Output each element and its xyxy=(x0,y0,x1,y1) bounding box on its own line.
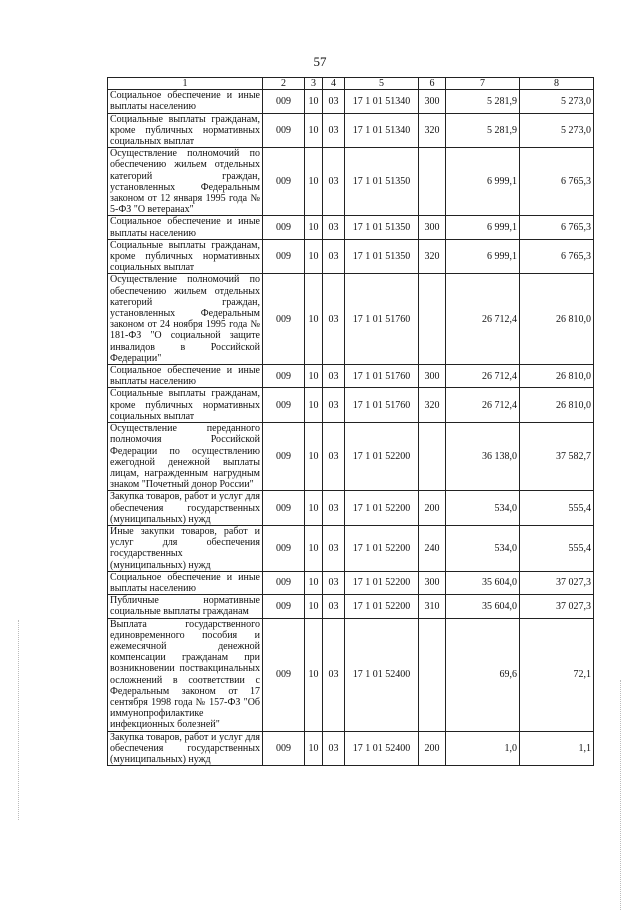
row-section-code: 10 xyxy=(305,274,323,365)
row-description: Закупка товаров, работ и услуг для обеспечения государственных (муниципальных) нужд xyxy=(108,491,263,526)
row-expense-type: 320 xyxy=(419,388,446,423)
row-section-code: 10 xyxy=(305,113,323,148)
row-description: Публичные нормативные социальные выплаты гражданам xyxy=(108,595,263,618)
row-subsection-code: 03 xyxy=(323,571,345,594)
page-number: 57 xyxy=(313,54,327,69)
row-amount-year1: 6 999,1 xyxy=(446,239,520,274)
row-description: Выплата государственного единовременного пособия и ежемесячной денежной компенсации гражданам при возникновении поствакцинальных осложнений в соответствии с Федеральным законом от 17 сентября 1998 года № 157-ФЗ "Об иммунопрофилактике инфекционных болезней" xyxy=(108,618,263,731)
row-amount-year2: 26 810,0 xyxy=(520,274,594,365)
row-section-code: 10 xyxy=(305,491,323,526)
row-expense-type: 200 xyxy=(419,731,446,766)
table-row xyxy=(108,571,594,594)
row-subsection-code: 03 xyxy=(323,148,345,216)
table-row xyxy=(108,239,594,274)
header-col-8: 8 xyxy=(520,78,594,90)
row-target-article: 17 1 01 51760 xyxy=(345,365,419,388)
row-subsection-code: 03 xyxy=(323,239,345,274)
row-amount-year2: 6 765,3 xyxy=(520,148,594,216)
row-expense-type xyxy=(419,148,446,216)
row-description: Закупка товаров, работ и услуг для обеспечения государственных (муниципальных) нужд xyxy=(108,731,263,766)
header-col-5: 5 xyxy=(345,78,419,90)
table-row xyxy=(108,731,594,766)
row-ministry-code: 009 xyxy=(263,388,305,423)
row-amount-year2: 37 027,3 xyxy=(520,571,594,594)
header-col-6: 6 xyxy=(419,78,446,90)
row-ministry-code: 009 xyxy=(263,423,305,491)
row-amount-year2: 6 765,3 xyxy=(520,239,594,274)
row-amount-year1: 36 138,0 xyxy=(446,423,520,491)
row-target-article: 17 1 01 51350 xyxy=(345,148,419,216)
row-ministry-code: 009 xyxy=(263,491,305,526)
table-row xyxy=(108,525,594,571)
row-ministry-code: 009 xyxy=(263,365,305,388)
row-description: Социальные выплаты гражданам, кроме публичных нормативных социальных выплат xyxy=(108,113,263,148)
row-target-article: 17 1 01 51340 xyxy=(345,90,419,113)
row-expense-type: 300 xyxy=(419,90,446,113)
row-section-code: 10 xyxy=(305,525,323,571)
row-amount-year1: 5 281,9 xyxy=(446,113,520,148)
row-description: Осуществление переданного полномочия Российской Федерации по осуществлению ежегодной денежной выплаты лицам, награжденным нагрудным знаком "Почетный донор России" xyxy=(108,423,263,491)
row-description: Социальные выплаты гражданам, кроме публичных нормативных социальных выплат xyxy=(108,239,263,274)
scan-margin-mark xyxy=(18,620,20,820)
row-expense-type: 240 xyxy=(419,525,446,571)
table-row xyxy=(108,216,594,239)
row-target-article: 17 1 01 51340 xyxy=(345,113,419,148)
row-section-code: 10 xyxy=(305,365,323,388)
row-ministry-code: 009 xyxy=(263,239,305,274)
row-ministry-code: 009 xyxy=(263,595,305,618)
row-target-article: 17 1 01 52200 xyxy=(345,595,419,618)
row-amount-year2: 6 765,3 xyxy=(520,216,594,239)
row-amount-year1: 26 712,4 xyxy=(446,274,520,365)
row-section-code: 10 xyxy=(305,731,323,766)
row-section-code: 10 xyxy=(305,239,323,274)
row-amount-year2: 37 582,7 xyxy=(520,423,594,491)
row-description: Социальное обеспечение и иные выплаты населению xyxy=(108,216,263,239)
row-target-article: 17 1 01 52200 xyxy=(345,423,419,491)
row-subsection-code: 03 xyxy=(323,525,345,571)
table-row xyxy=(108,423,594,491)
row-subsection-code: 03 xyxy=(323,365,345,388)
row-section-code: 10 xyxy=(305,216,323,239)
table-row xyxy=(108,388,594,423)
row-amount-year1: 6 999,1 xyxy=(446,148,520,216)
row-subsection-code: 03 xyxy=(323,618,345,731)
row-subsection-code: 03 xyxy=(323,274,345,365)
table-row xyxy=(108,365,594,388)
row-expense-type: 300 xyxy=(419,571,446,594)
row-expense-type: 300 xyxy=(419,365,446,388)
row-section-code: 10 xyxy=(305,595,323,618)
row-amount-year2: 26 810,0 xyxy=(520,365,594,388)
row-ministry-code: 009 xyxy=(263,148,305,216)
row-ministry-code: 009 xyxy=(263,274,305,365)
row-ministry-code: 009 xyxy=(263,731,305,766)
row-section-code: 10 xyxy=(305,618,323,731)
row-description: Социальные выплаты гражданам, кроме публичных нормативных социальных выплат xyxy=(108,388,263,423)
row-amount-year2: 26 810,0 xyxy=(520,388,594,423)
row-amount-year2: 5 273,0 xyxy=(520,113,594,148)
row-target-article: 17 1 01 51350 xyxy=(345,216,419,239)
row-target-article: 17 1 01 51760 xyxy=(345,388,419,423)
row-ministry-code: 009 xyxy=(263,216,305,239)
row-description: Осуществление полномочий по обеспечению жильем отдельных категорий граждан, установленных Федеральным законом от 12 января 1995 года № 5-ФЗ "О ветеранах" xyxy=(108,148,263,216)
row-expense-type xyxy=(419,423,446,491)
row-amount-year1: 35 604,0 xyxy=(446,571,520,594)
row-amount-year2: 555,4 xyxy=(520,525,594,571)
row-expense-type: 300 xyxy=(419,216,446,239)
row-expense-type: 320 xyxy=(419,239,446,274)
table-row xyxy=(108,148,594,216)
row-expense-type: 200 xyxy=(419,491,446,526)
row-subsection-code: 03 xyxy=(323,491,345,526)
row-ministry-code: 009 xyxy=(263,618,305,731)
row-subsection-code: 03 xyxy=(323,731,345,766)
table-row xyxy=(108,90,594,113)
row-section-code: 10 xyxy=(305,148,323,216)
scan-margin-mark xyxy=(620,680,622,910)
header-col-4: 4 xyxy=(323,78,345,90)
row-amount-year1: 534,0 xyxy=(446,525,520,571)
row-expense-type xyxy=(419,618,446,731)
row-ministry-code: 009 xyxy=(263,90,305,113)
row-subsection-code: 03 xyxy=(323,388,345,423)
row-target-article: 17 1 01 52200 xyxy=(345,525,419,571)
row-subsection-code: 03 xyxy=(323,113,345,148)
row-section-code: 10 xyxy=(305,423,323,491)
row-description: Осуществление полномочий по обеспечению жильем отдельных категорий граждан, установленных Федеральным законом от 24 ноября 1995 года № 181-ФЗ "О социальной защите инвалидов в Российской Федерации" xyxy=(108,274,263,365)
row-description: Иные закупки товаров, работ и услуг для обеспечения государственных (муниципальных) нужд xyxy=(108,525,263,571)
table-row xyxy=(108,113,594,148)
row-ministry-code: 009 xyxy=(263,525,305,571)
row-amount-year1: 6 999,1 xyxy=(446,216,520,239)
row-amount-year1: 26 712,4 xyxy=(446,365,520,388)
row-section-code: 10 xyxy=(305,90,323,113)
row-amount-year1: 26 712,4 xyxy=(446,388,520,423)
row-subsection-code: 03 xyxy=(323,216,345,239)
row-section-code: 10 xyxy=(305,388,323,423)
row-target-article: 17 1 01 52200 xyxy=(345,571,419,594)
row-amount-year2: 5 273,0 xyxy=(520,90,594,113)
row-subsection-code: 03 xyxy=(323,90,345,113)
table-row xyxy=(108,595,594,618)
header-col-7: 7 xyxy=(446,78,520,90)
row-subsection-code: 03 xyxy=(323,595,345,618)
row-target-article: 17 1 01 51350 xyxy=(345,239,419,274)
row-subsection-code: 03 xyxy=(323,423,345,491)
row-target-article: 17 1 01 52400 xyxy=(345,731,419,766)
table-row xyxy=(108,491,594,526)
row-target-article: 17 1 01 52200 xyxy=(345,491,419,526)
row-amount-year1: 35 604,0 xyxy=(446,595,520,618)
row-target-article: 17 1 01 52400 xyxy=(345,618,419,731)
header-col-2: 2 xyxy=(263,78,305,90)
table-row xyxy=(108,274,594,365)
row-ministry-code: 009 xyxy=(263,571,305,594)
row-amount-year1: 5 281,9 xyxy=(446,90,520,113)
budget-table xyxy=(107,77,594,766)
table-row xyxy=(108,618,594,731)
row-amount-year2: 37 027,3 xyxy=(520,595,594,618)
row-description: Социальное обеспечение и иные выплаты населению xyxy=(108,365,263,388)
row-description: Социальное обеспечение и иные выплаты населению xyxy=(108,571,263,594)
row-expense-type: 320 xyxy=(419,113,446,148)
row-amount-year2: 1,1 xyxy=(520,731,594,766)
row-amount-year1: 1,0 xyxy=(446,731,520,766)
row-amount-year1: 69,6 xyxy=(446,618,520,731)
row-amount-year2: 555,4 xyxy=(520,491,594,526)
row-expense-type: 310 xyxy=(419,595,446,618)
row-expense-type xyxy=(419,274,446,365)
header-col-1: 1 xyxy=(108,78,263,90)
row-amount-year2: 72,1 xyxy=(520,618,594,731)
header-row xyxy=(108,78,594,90)
row-ministry-code: 009 xyxy=(263,113,305,148)
row-amount-year1: 534,0 xyxy=(446,491,520,526)
row-target-article: 17 1 01 51760 xyxy=(345,274,419,365)
row-section-code: 10 xyxy=(305,571,323,594)
header-col-3: 3 xyxy=(305,78,323,90)
row-description: Социальное обеспечение и иные выплаты населению xyxy=(108,90,263,113)
